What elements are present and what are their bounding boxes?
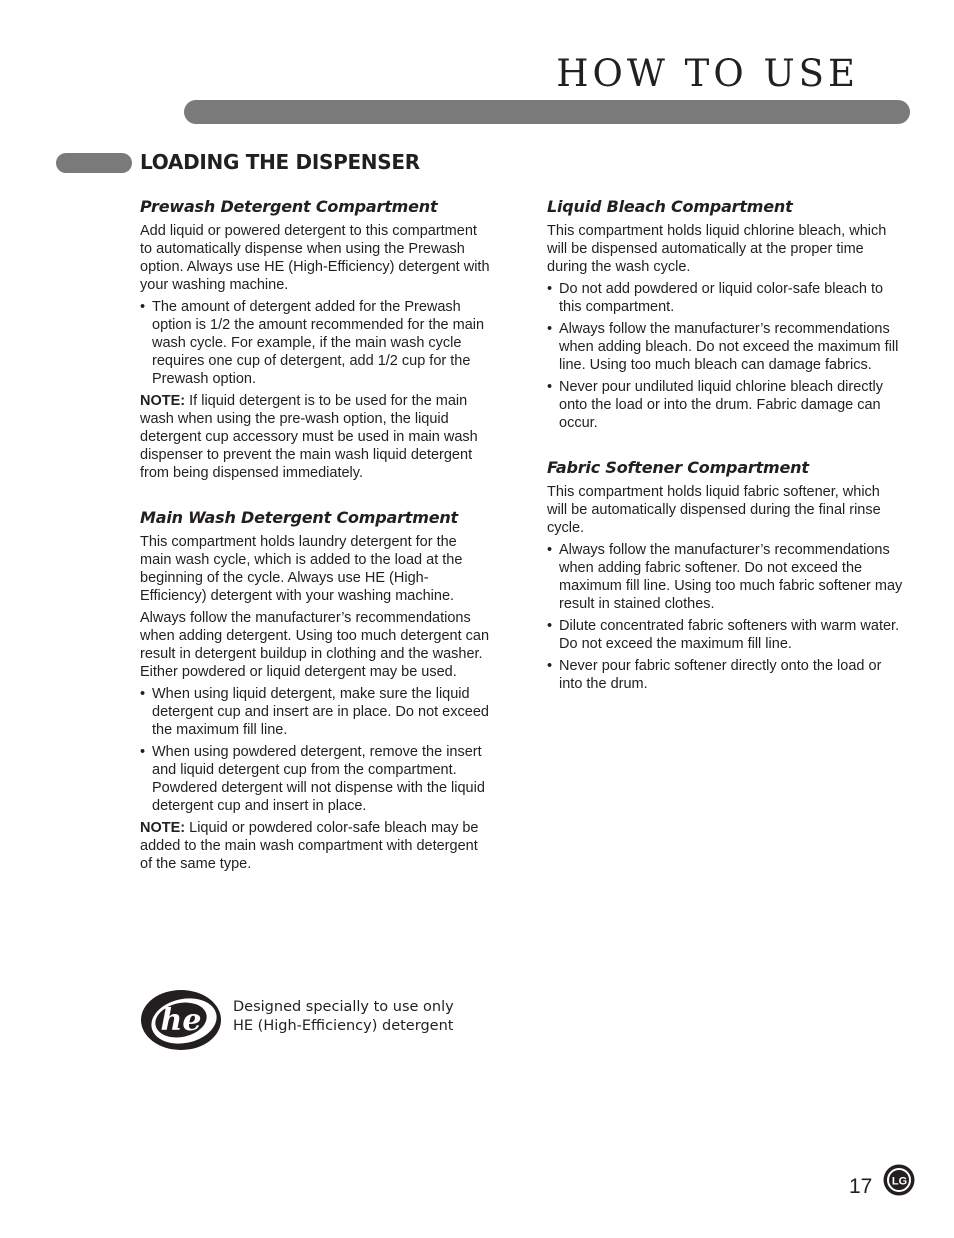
list-item: • The amount of detergent added for the Prewash option is 1/2 the amount recommended for the main wash cycle. For example, if the main wash cycle requires one cup of detergent, add 1/2 cup for the Prewash option.: [140, 298, 492, 388]
note-label: NOTE:: [140, 393, 186, 409]
mainwash-note: [140, 819, 492, 873]
header-bar: [184, 100, 910, 124]
mainwash-para-1: This compartment holds laundry detergent for the main wash cycle, which is added to the load at the beginning of the cycle. Always use HE (High-Efficiency) detergent with your washing machine.: [140, 534, 463, 604]
he-caption-line-1: Designed specially to use only: [233, 999, 454, 1015]
note-label: NOTE:: [140, 820, 186, 836]
page-header-title: HOW TO USE: [556, 52, 859, 95]
lg-logo-icon: [883, 1164, 915, 1196]
list-item: • Never pour undiluted liquid chlorine bleach directly onto the load or into the drum. Fabric damage can occur.: [547, 378, 903, 432]
bleach-heading: Liquid Bleach Compartment: [547, 197, 793, 216]
he-caption-line-2: HE (High-Efficiency) detergent: [233, 1018, 454, 1034]
note-text: If liquid detergent is to be used for the main wash when using the pre-wash option, the liquid detergent cup accessory must be used in main wash dispenser to prevent the main wash liquid detergent from being dispensed immediately.: [140, 393, 478, 481]
list-item: • When using liquid detergent, make sure the liquid detergent cup and insert are in place. Do not exceed the maximum fill line.: [140, 685, 492, 739]
softener-bullets: [547, 541, 903, 693]
mainwash-para-2: Always follow the manufacturer’s recommendations when adding detergent. Using too much detergent can result in detergent buildup in clothing and the washer. Either powdered or liquid detergent may be used.: [140, 610, 490, 680]
lg-logo-text: LG: [891, 1175, 908, 1188]
list-item: • Do not add powdered or liquid color-safe bleach to this compartment.: [547, 280, 903, 316]
he-callout: [140, 988, 500, 1054]
mainwash-bullets: [140, 685, 492, 815]
right-column: [547, 197, 903, 697]
section-marker: [56, 153, 132, 173]
list-item: • Dilute concentrated fabric softeners with warm water. Do not exceed the maximum fill line.: [547, 617, 903, 653]
note-text: Liquid or powdered color-safe bleach may be added to the main wash compartment with detergent of the same type.: [140, 820, 479, 872]
he-caption: [233, 998, 454, 1036]
list-item: • Always follow the manufacturer’s recommendations when adding bleach. Do not exceed the maximum fill line. Using too much bleach can damage fabrics.: [547, 320, 903, 374]
softener-intro: This compartment holds liquid fabric softener, which will be automatically dispensed during the final rinse cycle.: [547, 484, 881, 536]
left-column: [140, 197, 492, 877]
prewash-heading: Prewash Detergent Compartment: [140, 197, 438, 216]
softener-heading: Fabric Softener Compartment: [547, 458, 809, 477]
bleach-intro: This compartment holds liquid chlorine bleach, which will be dispensed automatically at the proper time during the wash cycle.: [547, 223, 887, 275]
list-item: • When using powdered detergent, remove the insert and liquid detergent cup from the compartment. Powdered detergent will not dispense with the liquid detergent cup and insert in place.: [140, 743, 492, 815]
prewash-note: [140, 392, 492, 482]
page-number: 17: [849, 1175, 873, 1198]
list-item: • Never pour fabric softener directly onto the load or into the drum.: [547, 657, 903, 693]
section-title: LOADING THE DISPENSER: [140, 150, 420, 174]
he-logo-text: he: [160, 1003, 202, 1038]
prewash-intro: Add liquid or powered detergent to this compartment to automatically dispense when using the Prewash option. Always use HE (High-Efficiency) detergent with your washing machine.: [140, 223, 490, 293]
prewash-bullets: [140, 298, 492, 388]
bleach-bullets: [547, 280, 903, 432]
he-logo-icon: [140, 988, 222, 1052]
mainwash-heading: Main Wash Detergent Compartment: [140, 508, 459, 527]
list-item: • Always follow the manufacturer’s recommendations when adding fabric softener. Do not exceed the maximum fill line. Using too much fabric softener may result in stained clothes.: [547, 541, 903, 613]
